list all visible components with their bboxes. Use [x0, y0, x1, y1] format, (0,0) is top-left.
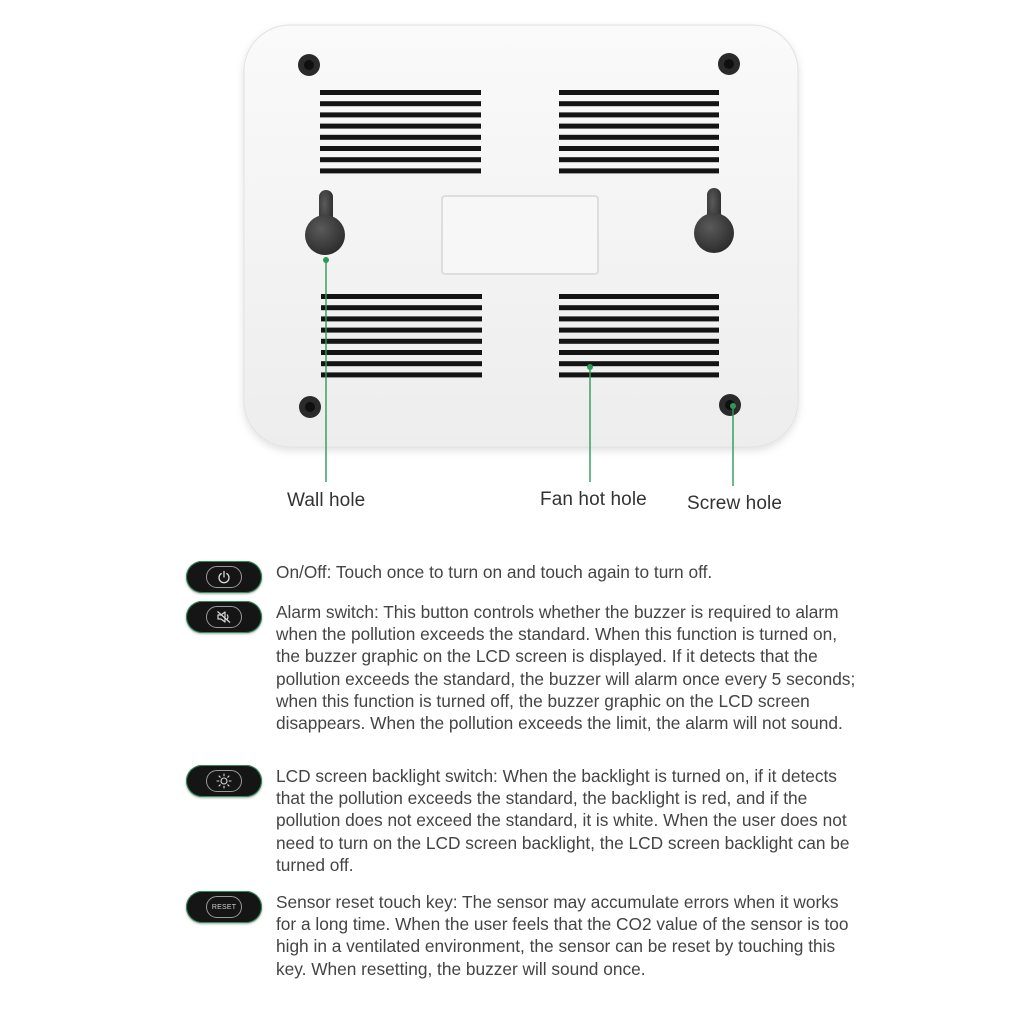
- fan-hot-hole-label: Fan hot hole: [540, 489, 647, 510]
- vent-slot: [320, 124, 481, 129]
- power-icon: [217, 570, 231, 584]
- vent-slot: [559, 135, 719, 140]
- vent-slot: [559, 168, 719, 173]
- vent-slot: [320, 146, 481, 151]
- vent-slot: [321, 350, 482, 355]
- vent-slot: [559, 90, 719, 95]
- screw-hole-bottom-left: [299, 396, 321, 418]
- vent-slot: [320, 157, 481, 162]
- vent-slot: [321, 316, 482, 321]
- vent-slot: [559, 372, 719, 377]
- vent-slot: [559, 339, 719, 344]
- muted-speaker-icon: [216, 610, 232, 624]
- screw-hole-label: Screw hole: [687, 493, 782, 514]
- alarm-switch-description: Alarm switch: This button controls whether the buzzer is required to alarm when the pollution exceeds the standard. When this function is turned on, the buzzer graphic on the LCD screen is displayed. If it detects that the pollution exceeds the standard, the buzzer will alarm once every 5 seconds; when this function is turned off, the buzzer graphic on the LCD screen disappears. When the pollution exceeds the limit, the alarm will not sound.: [276, 602, 856, 734]
- vent-slot: [320, 168, 481, 173]
- vent-slot: [559, 112, 719, 117]
- vent-slot: [320, 135, 481, 140]
- wall-hole-label: Wall hole: [287, 490, 366, 511]
- screw-hole-top-right: [718, 53, 740, 75]
- vent-slot: [559, 101, 719, 106]
- vent-slot: [321, 305, 482, 310]
- backlight-switch-button[interactable]: [186, 765, 262, 797]
- vent-slot: [321, 361, 482, 366]
- screw-hole-top-left: [298, 54, 320, 76]
- vent-slot: [320, 101, 481, 106]
- vent-slot: [559, 305, 719, 310]
- vent-slot: [559, 294, 719, 299]
- label-recess: [442, 196, 598, 274]
- vent-slot: [559, 328, 719, 333]
- sensor-reset-description: Sensor reset touch key: The sensor may accumulate errors when it works for a long time. When the user feels that the CO2 value of the sensor is too high in a ventilated environment, the sensor can be reset by touching this key. When resetting, the buzzer will sound once.: [276, 892, 849, 979]
- vent-slot: [320, 112, 481, 117]
- vent-slot: [321, 339, 482, 344]
- alarm-switch-button[interactable]: [186, 601, 262, 633]
- reset-label-icon: RESET: [211, 903, 237, 911]
- vent-slot: [321, 372, 482, 377]
- sun-icon: [216, 773, 232, 789]
- vent-slot: [559, 361, 719, 366]
- vent-slot: [559, 350, 719, 355]
- vent-slot: [321, 328, 482, 333]
- backlight-switch-description: LCD screen backlight switch: When the backlight is turned on, if it detects that the pollution exceeds the standard, the backlight is red, and if the pollution does not exceed the standard, it is white. When the user does not need to turn on the LCD screen backlight, the LCD screen backlight can be turned off.: [276, 766, 850, 875]
- screw-hole-bottom-right: [719, 394, 741, 416]
- reset-button[interactable]: [186, 891, 262, 923]
- vent-slot: [559, 157, 719, 162]
- vent-slot: [559, 146, 719, 151]
- vent-slot: [559, 124, 719, 129]
- vent-slot: [321, 294, 482, 299]
- vent-slot: [320, 90, 481, 95]
- power-button[interactable]: [186, 561, 262, 593]
- on-off-description: On/Off: Touch once to turn on and touch again to turn off.: [276, 562, 713, 582]
- vent-slot: [559, 316, 719, 321]
